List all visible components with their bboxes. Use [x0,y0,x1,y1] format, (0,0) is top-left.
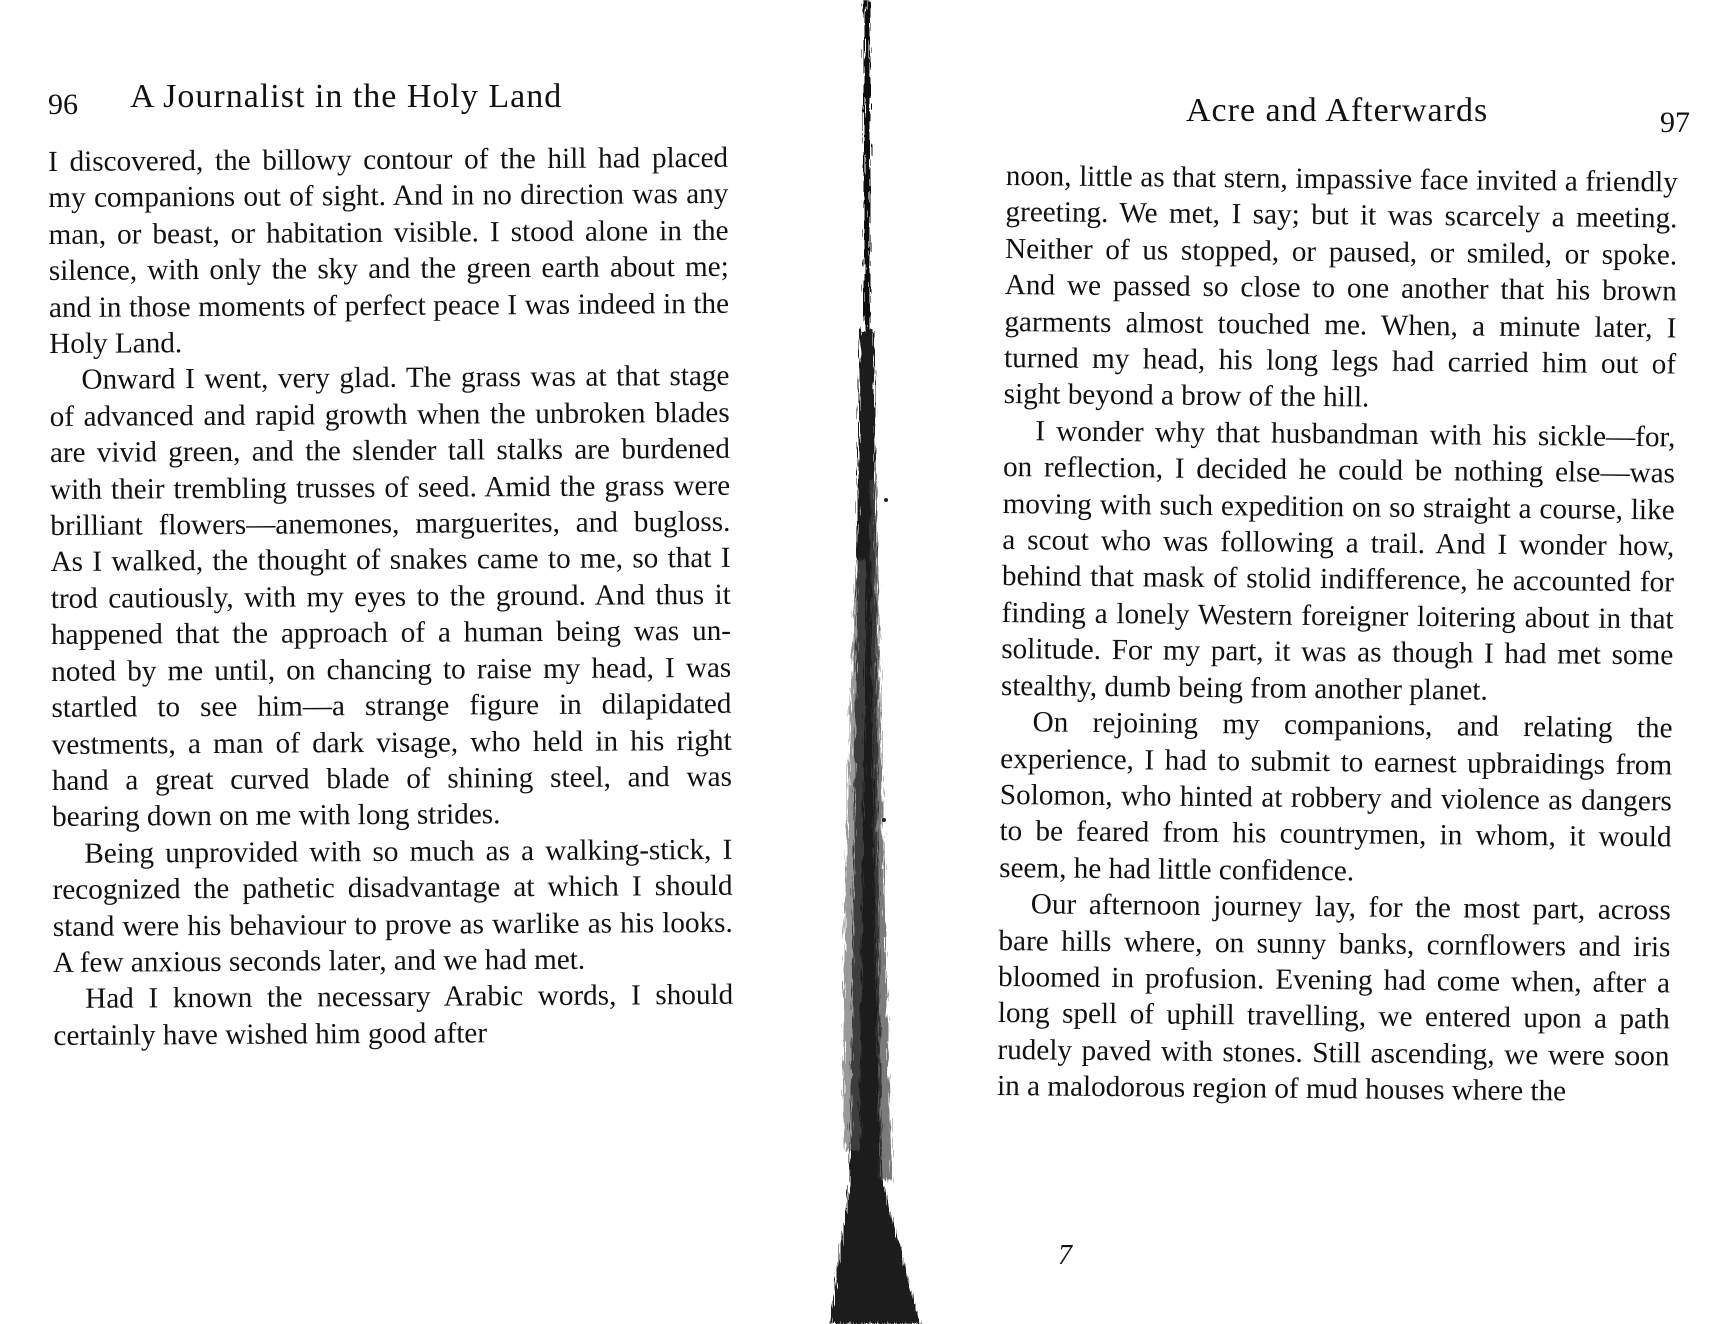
paragraph: On rejoining my companions, and relating the experience, I had to submit to earnest upbraidings from Solomon, who hinted at robbery and violence as dangers to be feared from his countrymen, in whom, it would seem, he had little confidence. [999,706,1673,888]
right-page [880,0,1728,1324]
right-running-head: Acre and Afterwards [1186,92,1489,129]
paragraph: Had I known the necessary Arabic words, I should certainly have wished him good after [53,979,734,1052]
left-page-body [48,140,734,1054]
right-page-body [997,158,1678,1111]
paragraph: I discovered, the billowy contour of the hill had placed my companions out of sight. And in no direction was any man, or beast, or habitation visible. I stood alone in the silence, with only the sky and the green earth about me; and in those moments of perfect peace I was indeed in the Holy Land. [48,141,730,361]
left-running-head: A Journalist in the Holy Land [130,78,563,115]
left-page-number: 96 [48,88,78,121]
paragraph: Onward I went, very glad. The grass was at that stage of advanced and rapid growth when the unbroken blades are vivid green, and the slender tall stalks are burdened with their trembling trusses of seed. Amid the grass were brilliant flowers—anemones, marguerites, and bugloss. As I walked, the thought of snakes came to me, so that I trod cautiously, with my eyes to the ground. And thus it happened that the approach of a human being was unnoted by me until, on chancing to raise my head, I was startled to see him—a strange figure in dilapidated vestments, a man of dark visage, who held in his right hand a great curved blade of shining steel, and was bearing down on me with long strides. [49,360,732,834]
paragraph: Our afternoon journey lay, for the most part, across bare hills where, on sunny banks, cornflowers and iris bloomed in profusion. Evening had come when, after a long spell of uphill travelling, we entered upon a path rudely paved with stones. Still ascending, we were soon in a malodorous region of mud houses where the [996,888,1671,1108]
paragraph: Being unprovided with so much as a walking-stick, I recognized the pathetic disadvantage at which I should stand were his behaviour to prove as warlike as his looks. A few anxious seconds later, and we had met. [52,833,733,979]
signature-mark: 7 [1058,1240,1072,1271]
left-page [0,0,860,1324]
paragraph: I wonder why that husbandman with his sickle—for, on reflection, I decided he could be nothing else—was moving with such expedition on so straight a course, like a scout who was following a trail. And I wonder how, behind that mask of stolid indifference, he accounted for finding a lonely Western foreigner loitering about in that solitude. For my part, it was as though I had met some stealthy, dumb being from another planet. [1000,415,1676,707]
right-page-number: 97 [1660,106,1690,139]
paragraph: noon, little as that stern, impassive face invited a friendly greeting. We met, I say; but it was scarcely a meeting. Neither of us stopped, or paused, or smiled, or spoke. And we passed so close to one another that his brown garments almost touched me. When, a minute later, I turned my head, his long legs had carried him out of sight beyond a brow of the hill. [1003,159,1678,414]
